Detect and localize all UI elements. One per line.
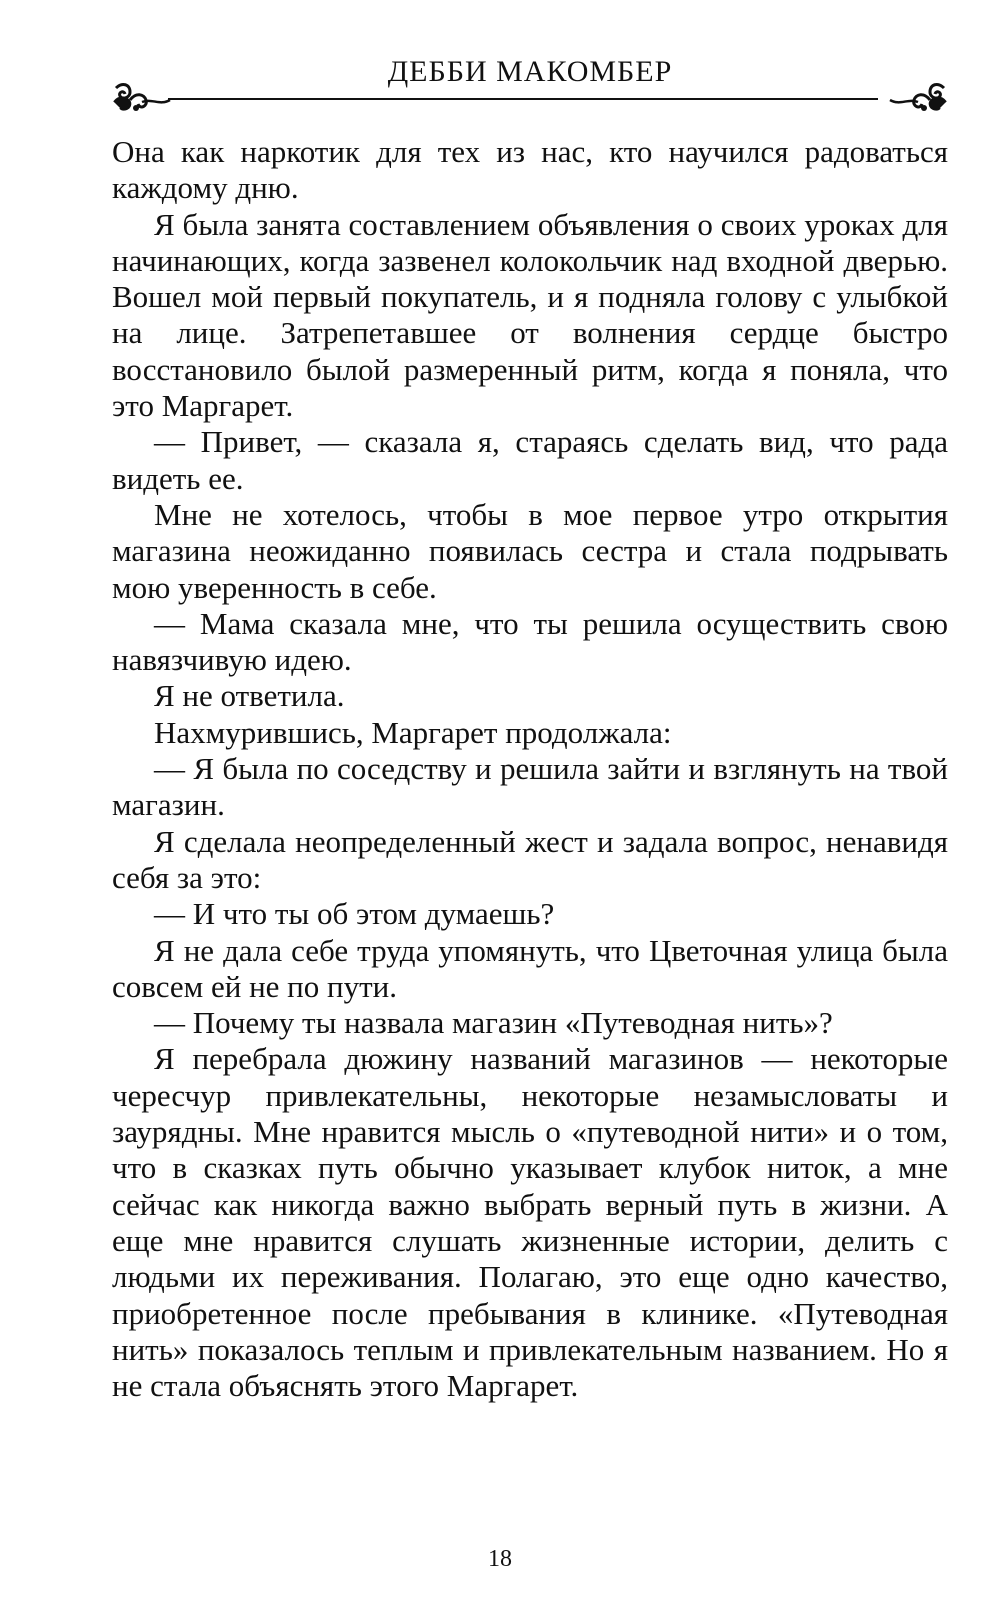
- body-text: [112, 134, 948, 1404]
- paragraph: Я сделала неопределенный жест и задала вопрос, ненавидя себя за это:: [112, 823, 948, 895]
- paragraph: Я была занята составлением объявления о своих уроках для начинающих, когда зазвенел колокольчик над входной дверью. Вошел мой первый покупатель, и я подняла голову с улыбкой на лице. Затрепетавшее от волнения сердце быстро восстановило былой размеренный ритм, когда я поняла, что это Маргарет.: [112, 206, 948, 424]
- paragraph: — Я была по соседству и решила зайти и взглянуть на твой магазин.: [112, 751, 948, 823]
- floral-ornament-icon: [884, 80, 948, 114]
- paragraph: — И что ты об этом думаешь?: [154, 896, 555, 932]
- paragraph: Я перебрала дюжину названий магазинов — некоторые чересчур привлекательны, некоторые незамысловаты и заурядны. Мне нравится мысль о «путеводной нити» и о том, что в сказках путь обычно указывает клубок ниток, а мне сейчас как никогда важно выбрать верный путь в жизни. А еще мне нравится слушать жизненные истории, делить с людьми их переживания. Полагаю, это еще одно качество, приобретенное после пребывания в клинике. «Путеводная нить» показалось теплым и привлекательным названием. Но я не стала объяснять этого Маргарет.: [112, 1041, 948, 1404]
- paragraph: Она как наркотик для тех из нас, кто научился радоваться каждому дню.: [112, 134, 948, 206]
- page-header: [112, 44, 948, 114]
- paragraph: Я не дала себе труда упомянуть, что Цветочная улица была совсем ей не по пути.: [112, 932, 948, 1004]
- paragraph: — Привет, — сказала я, стараясь сделать вид, что рада видеть ее.: [112, 424, 948, 496]
- paragraph: Я не ответила.: [154, 678, 345, 714]
- running-head: ДЕББИ МАКОМБЕР: [387, 55, 673, 88]
- floral-ornament-icon: [112, 80, 176, 114]
- paragraph: Мне не хотелось, чтобы в мое первое утро открытия магазина неожиданно появилась сестра и стала подрывать мою уверенность в себе.: [112, 496, 948, 605]
- paragraph: Нахмурившись, Маргарет продолжала:: [154, 714, 672, 750]
- paragraph: — Мама сказала мне, что ты решила осуществить свою навязчивую идею.: [112, 605, 948, 678]
- header-rule: [168, 98, 878, 100]
- paragraph: — Почему ты назвала магазин «Путеводная нить»?: [154, 1005, 833, 1041]
- page-number: 18: [488, 1546, 512, 1572]
